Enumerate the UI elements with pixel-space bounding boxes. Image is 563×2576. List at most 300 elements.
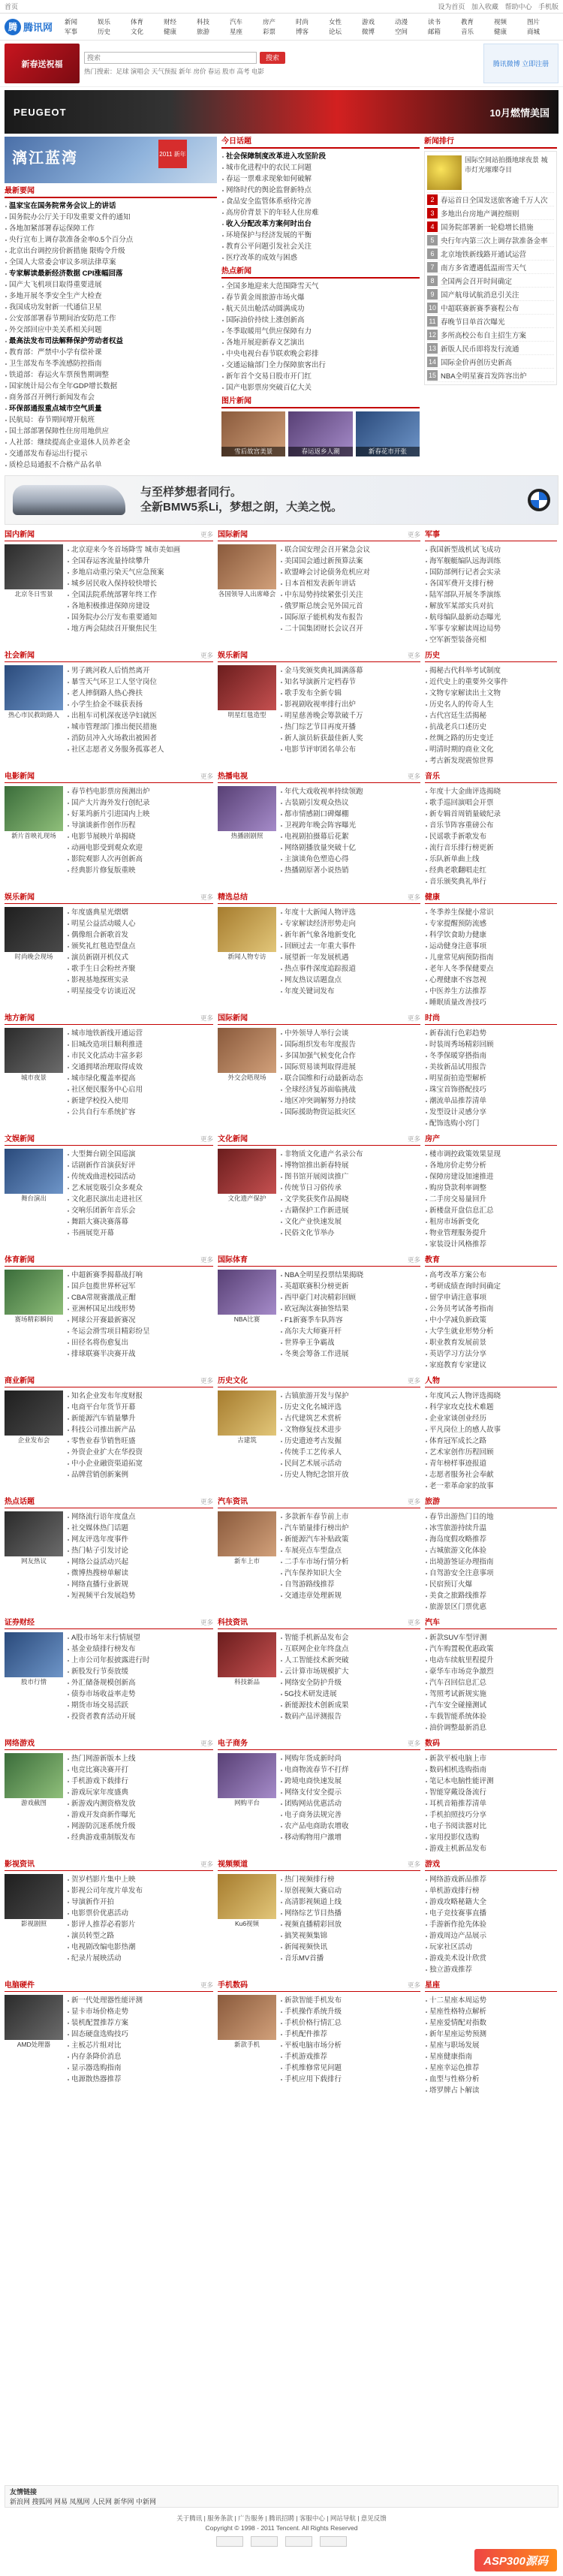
- news-link[interactable]: 卫生部发布冬季流感防控指南: [5, 358, 217, 369]
- news-link[interactable]: 文物修复技术进步: [280, 1424, 420, 1436]
- section-image[interactable]: [218, 1632, 276, 1686]
- news-link[interactable]: 国际油价持续上涨创新高: [221, 315, 420, 326]
- news-link[interactable]: 自驾游安全注意事项: [425, 1568, 557, 1579]
- news-link[interactable]: 装机配置推荐方案: [67, 2017, 213, 2029]
- news-link[interactable]: 留学申请注意事项: [425, 1292, 557, 1303]
- news-link[interactable]: 网友评选年度事件: [67, 1534, 213, 1545]
- news-link[interactable]: 职业教育发展前景: [425, 1337, 557, 1348]
- news-link[interactable]: 汽车安全碰撞测试: [425, 1700, 557, 1711]
- news-link[interactable]: 电竞比赛决赛开打: [67, 1764, 213, 1776]
- section-image[interactable]: [5, 1390, 63, 1444]
- section-title[interactable]: 电脑硬件: [5, 1981, 35, 1990]
- news-link[interactable]: 旅游景区门票优惠: [425, 1601, 557, 1613]
- news-link[interactable]: 年度风云人物评选揭晓: [425, 1390, 557, 1402]
- news-link[interactable]: 演员转型之路: [67, 1930, 213, 1942]
- news-link[interactable]: 古籍保护工作新进展: [280, 1205, 420, 1216]
- news-link[interactable]: 外资企业扩大在华投资: [67, 1447, 213, 1458]
- news-link[interactable]: 北京迎来今冬首场降雪 城市美如画: [67, 544, 213, 556]
- section-title[interactable]: 时尚: [425, 1014, 440, 1023]
- news-link[interactable]: 汽车购置税优惠政策: [425, 1644, 557, 1655]
- news-link[interactable]: 动画电影受到观众欢迎: [67, 842, 213, 854]
- news-link[interactable]: 影视剧收视率排行出炉: [280, 699, 420, 710]
- section-image[interactable]: [218, 1270, 276, 1323]
- news-link[interactable]: 星座爱情配对指数: [425, 2017, 557, 2029]
- section-title[interactable]: 热播电视: [218, 773, 248, 781]
- news-link[interactable]: 排球联赛半决赛开战: [67, 1348, 213, 1360]
- news-link[interactable]: 中小学减负新政策: [425, 1315, 557, 1326]
- news-link[interactable]: 央行宣布上调存款准备金率0.5个百分点: [5, 234, 217, 246]
- news-link[interactable]: 明清时期的商业文化: [425, 744, 557, 755]
- news-link[interactable]: 热门综艺节目再度开播: [280, 722, 420, 733]
- news-link[interactable]: 近代史上的重要外交事件: [425, 676, 557, 688]
- news-link[interactable]: 国乒包揽世界杯冠军: [67, 1281, 213, 1292]
- news-link[interactable]: 公共自行车系统扩容: [67, 1107, 213, 1118]
- news-link[interactable]: 古城旅游文化体验: [425, 1545, 557, 1556]
- news-link[interactable]: 新年星座运势预测: [425, 2029, 557, 2040]
- news-link[interactable]: 多国加强气候变化合作: [280, 1050, 420, 1062]
- section-image[interactable]: [5, 1028, 63, 1081]
- news-link[interactable]: 经典游戏重制版发布: [67, 1832, 213, 1843]
- news-link[interactable]: 冬运会滑雪项目精彩纷呈: [67, 1326, 213, 1337]
- bmw-ad[interactable]: [5, 475, 558, 525]
- news-link[interactable]: 城市管理部门推出便民措施: [67, 722, 213, 733]
- news-link[interactable]: 陆军部队开展冬季演练: [425, 589, 557, 601]
- hero-banner[interactable]: [5, 137, 217, 183]
- more-link[interactable]: 更多: [200, 1498, 213, 1505]
- news-link[interactable]: 流行音乐排行榜更新: [425, 842, 557, 854]
- news-link[interactable]: 车展亮点车型盘点: [280, 1545, 420, 1556]
- news-link[interactable]: 主演谈角色塑造心得: [280, 854, 420, 865]
- nav-link[interactable]: 邮箱: [428, 28, 441, 35]
- news-link[interactable]: 考研成绩查询时间确定: [425, 1281, 557, 1292]
- section-image[interactable]: [5, 1511, 63, 1565]
- news-link[interactable]: 欧冠淘汰赛抽签结果: [280, 1303, 420, 1315]
- news-link[interactable]: 跨境电商快速发展: [280, 1776, 420, 1787]
- section-image[interactable]: [5, 1874, 63, 1927]
- news-link[interactable]: 影视基地探班实录: [67, 975, 213, 986]
- news-link[interactable]: 各地开展迎新春文艺演出: [221, 337, 420, 348]
- news-link[interactable]: 导演新作开拍: [67, 1897, 213, 1908]
- news-link[interactable]: 国土部部署保障性住房用地供应: [5, 426, 217, 437]
- news-photo[interactable]: 新春花市开张: [356, 411, 420, 456]
- section-title[interactable]: 商业新闻: [5, 1377, 35, 1385]
- news-link[interactable]: 海军舰艇编队远海训练: [425, 556, 557, 567]
- news-link[interactable]: 团购网站优惠活动: [280, 1798, 420, 1809]
- more-link[interactable]: 更多: [407, 1981, 420, 1989]
- section-image[interactable]: [5, 1149, 63, 1202]
- news-link[interactable]: 交响乐团新年音乐会: [67, 1205, 213, 1216]
- news-link[interactable]: 网络时代的舆论监督新特点: [221, 185, 420, 196]
- news-link[interactable]: 心理健康不容忽视: [425, 975, 557, 986]
- news-link[interactable]: 社区志愿者义务服务孤寡老人: [67, 744, 213, 755]
- news-link[interactable]: 企业家谈创业经历: [425, 1413, 557, 1424]
- news-link[interactable]: 国防部例行记者会实录: [425, 567, 557, 578]
- news-link[interactable]: 网络流行语年度盘点: [67, 1511, 213, 1523]
- news-link[interactable]: 历史遗迹考古发掘: [280, 1436, 420, 1447]
- more-link[interactable]: 更多: [200, 1377, 213, 1384]
- news-link[interactable]: 男子跳河救人后悄然离开: [67, 665, 213, 676]
- site-logo[interactable]: [5, 17, 57, 37]
- news-link[interactable]: 国际组织发布年度报告: [280, 1039, 420, 1050]
- news-link[interactable]: 军事专家解读周边局势: [425, 623, 557, 634]
- news-link[interactable]: 手机应用下载排行: [280, 2074, 420, 2085]
- news-link[interactable]: 二手房交易量回升: [425, 1194, 557, 1205]
- more-link[interactable]: 更多: [200, 652, 213, 659]
- news-link[interactable]: 珠宝首饰搭配技巧: [425, 1084, 557, 1095]
- news-link[interactable]: 志愿者服务社会奉献: [425, 1469, 557, 1481]
- section-image[interactable]: [5, 665, 63, 719]
- news-link[interactable]: 网络直播行业新规: [67, 1579, 213, 1590]
- rank-item[interactable]: [427, 288, 554, 301]
- news-link[interactable]: 冬季养生保健小常识: [425, 907, 557, 918]
- section-title[interactable]: 影视资讯: [5, 1860, 35, 1869]
- news-link[interactable]: 游戏攻略秘籍大全: [425, 1897, 557, 1908]
- news-link[interactable]: 全国人大常委会审议多项法律草案: [5, 257, 217, 268]
- news-link[interactable]: 科学家攻克技术难题: [425, 1402, 557, 1413]
- news-link[interactable]: 颁奖礼红毯造型盘点: [67, 941, 213, 952]
- news-link[interactable]: 我国成功发射新一代通信卫星: [5, 302, 217, 313]
- ad-banner[interactable]: [5, 90, 558, 134]
- news-link[interactable]: 新股发行节奏放缓: [67, 1666, 213, 1677]
- news-link[interactable]: 中小企业融资渠道拓宽: [67, 1458, 213, 1469]
- section-image[interactable]: [218, 1028, 276, 1081]
- news-link[interactable]: 网购年货成新时尚: [280, 1753, 420, 1764]
- section-image[interactable]: [218, 1390, 276, 1444]
- news-link[interactable]: 民航局：春节期间增开航班: [5, 414, 217, 426]
- section-title[interactable]: 娱乐新闻: [5, 893, 35, 902]
- news-link[interactable]: 豪华车市场竞争激烈: [425, 1666, 557, 1677]
- news-link[interactable]: 原创视频大赛启动: [280, 1885, 420, 1897]
- news-link[interactable]: 贺岁档影片集中上映: [67, 1874, 213, 1885]
- nav-link[interactable]: 博客: [296, 28, 309, 35]
- news-link[interactable]: 玩家社区活动: [425, 1942, 557, 1953]
- news-link[interactable]: 历史人物纪念馆开放: [280, 1469, 420, 1481]
- news-link[interactable]: 演员新剧开机仪式: [67, 952, 213, 963]
- news-link[interactable]: 新游戏内测资格发放: [67, 1798, 213, 1809]
- news-link[interactable]: 网游防沉迷系统升级: [67, 1821, 213, 1832]
- news-link[interactable]: 各国军费开支排行榜: [425, 578, 557, 589]
- news-link[interactable]: 租房市场新变化: [425, 1216, 557, 1228]
- news-link[interactable]: 亚洲杯国足出线形势: [67, 1303, 213, 1315]
- news-link[interactable]: 手机拍照技巧分享: [425, 1809, 557, 1821]
- news-link[interactable]: 电动车续航里程提升: [425, 1655, 557, 1666]
- news-link[interactable]: 游戏主机新品发布: [425, 1843, 557, 1854]
- news-link[interactable]: 环保部通报重点城市空气质量: [5, 403, 217, 414]
- news-link[interactable]: 内存条降价消息: [67, 2051, 213, 2062]
- top-link[interactable]: 设为首页: [438, 3, 465, 11]
- rank-item[interactable]: [427, 261, 554, 274]
- news-link[interactable]: 手机游戏推荐: [280, 2051, 420, 2062]
- news-link[interactable]: 影视公司年度片单发布: [67, 1885, 213, 1897]
- news-link[interactable]: 年度十大金曲评选揭晓: [425, 786, 557, 797]
- news-link[interactable]: 国产大飞机项目取得重要进展: [5, 279, 217, 291]
- news-link[interactable]: 公务员考试备考指南: [425, 1303, 557, 1315]
- news-link[interactable]: 城乡居民收入保持较快增长: [67, 578, 213, 589]
- news-link[interactable]: 美国国会通过新预算法案: [280, 556, 420, 567]
- news-link[interactable]: 中医养生方法推荐: [425, 986, 557, 997]
- nav-link[interactable]: 健康: [494, 28, 507, 35]
- news-link[interactable]: 新春流行色彩趋势: [425, 1028, 557, 1039]
- section-title[interactable]: 网络游戏: [5, 1740, 35, 1748]
- section-title[interactable]: 手机数码: [218, 1981, 248, 1990]
- news-link[interactable]: 家庭教育专家建议: [425, 1360, 557, 1371]
- news-link[interactable]: 经典影片修复版重映: [67, 865, 213, 876]
- news-link[interactable]: 历史名人的传奇人生: [425, 699, 557, 710]
- news-link[interactable]: 音乐节阵容重磅公布: [425, 820, 557, 831]
- news-link[interactable]: 展望新一年发展机遇: [280, 952, 420, 963]
- news-link[interactable]: 音乐颁奖典礼举行: [425, 876, 557, 887]
- news-link[interactable]: 基金业绩排行榜发布: [67, 1644, 213, 1655]
- news-link[interactable]: 智能手机新品发布会: [280, 1632, 420, 1644]
- news-link[interactable]: 家装设计风格推荐: [425, 1239, 557, 1250]
- top-link[interactable]: 手机版: [537, 3, 558, 11]
- news-link[interactable]: 西甲豪门对决精彩回顾: [280, 1292, 420, 1303]
- nav-link[interactable]: 游戏: [362, 18, 375, 26]
- news-link[interactable]: 债券市场收益率走势: [67, 1689, 213, 1700]
- news-link[interactable]: 汽车保养知识大全: [280, 1568, 420, 1579]
- news-link[interactable]: 云计算市场规模扩大: [280, 1666, 420, 1677]
- news-link[interactable]: 国际援助物资运抵灾区: [280, 1107, 420, 1118]
- rank-item[interactable]: [427, 369, 554, 382]
- nav-link[interactable]: 女性: [329, 18, 342, 26]
- news-link[interactable]: 歌手巡回演唱会开票: [425, 797, 557, 809]
- news-link[interactable]: 舞蹈大赛决赛落幕: [67, 1216, 213, 1228]
- news-link[interactable]: 独立游戏推荐: [425, 1964, 557, 1975]
- nav-link[interactable]: 旅游: [197, 28, 210, 35]
- search-input[interactable]: [84, 52, 257, 64]
- news-link[interactable]: 互联网企业年终盘点: [280, 1644, 420, 1655]
- news-link[interactable]: 新人演员斩获最佳新人奖: [280, 733, 420, 744]
- news-link[interactable]: 春运一票难求现象如何破解: [221, 173, 420, 185]
- nav-link[interactable]: 视频: [494, 18, 507, 26]
- news-link[interactable]: 大学生就业形势分析: [425, 1326, 557, 1337]
- news-link[interactable]: 社区便民服务中心启用: [67, 1084, 213, 1095]
- news-link[interactable]: 体育冠军成长之路: [425, 1436, 557, 1447]
- news-link[interactable]: 耳机音箱推荐清单: [425, 1798, 557, 1809]
- section-title[interactable]: 体育新闻: [5, 1256, 35, 1264]
- more-link[interactable]: 更多: [407, 652, 420, 659]
- more-link[interactable]: 更多: [407, 1256, 420, 1264]
- news-link[interactable]: 电影票价优惠活动: [67, 1908, 213, 1919]
- news-link[interactable]: 国际贸易谈判取得进展: [280, 1062, 420, 1073]
- news-link[interactable]: 短视频平台发展趋势: [67, 1590, 213, 1601]
- news-link[interactable]: 青年榜样事迹报道: [425, 1458, 557, 1469]
- section-title[interactable]: 国际新闻: [218, 531, 248, 539]
- news-link[interactable]: 多地启动重污染天气应急预案: [67, 567, 213, 578]
- news-link[interactable]: 教育公平问题引发社会关注: [221, 241, 420, 252]
- news-link[interactable]: 艺术家创作历程回顾: [425, 1447, 557, 1458]
- news-link[interactable]: 民间艺术展示活动: [280, 1458, 420, 1469]
- nav-link[interactable]: 空间: [395, 28, 408, 35]
- rank-item[interactable]: [427, 220, 554, 233]
- news-link[interactable]: 偶像组合新歌首发: [67, 929, 213, 941]
- news-link[interactable]: 书画展览开幕: [67, 1228, 213, 1239]
- top-link[interactable]: 帮助中心: [504, 3, 532, 11]
- news-link[interactable]: 联合国安理会召开紧急会议: [280, 544, 420, 556]
- news-link[interactable]: 春节出游热门目的地: [425, 1511, 557, 1523]
- news-link[interactable]: 消防员冲入火场救出被困者: [67, 733, 213, 744]
- news-link[interactable]: 出租车司机深夜送孕妇就医: [67, 710, 213, 722]
- rank-item[interactable]: [427, 274, 554, 288]
- news-link[interactable]: 移动购物用户激增: [280, 1832, 420, 1843]
- news-link[interactable]: 年度关键词发布: [280, 986, 420, 997]
- news-link[interactable]: 传统手工艺传承人: [280, 1447, 420, 1458]
- news-link[interactable]: 食品安全监管体系亟待完善: [221, 196, 420, 207]
- nav-link[interactable]: 科技: [197, 18, 210, 26]
- news-link[interactable]: 血型与性格分析: [425, 2074, 557, 2085]
- news-link[interactable]: 国务院办公厅发布重要通知: [67, 612, 213, 623]
- news-link[interactable]: 交通运输部门全力保障旅客出行: [221, 360, 420, 371]
- news-link[interactable]: 中外领导人举行会谈: [280, 1028, 420, 1039]
- nav-link[interactable]: 星座: [230, 28, 243, 35]
- news-link[interactable]: 考古新发现震惊世界: [425, 755, 557, 767]
- news-link[interactable]: 老年人冬季保健要点: [425, 963, 557, 975]
- news-link[interactable]: 搞笑视频集锦: [280, 1930, 420, 1942]
- news-link[interactable]: 春节档电影票房预测出炉: [67, 786, 213, 797]
- section-image[interactable]: [5, 1270, 63, 1323]
- news-link[interactable]: NBA全明星投票结果揭晓: [280, 1270, 420, 1281]
- news-link[interactable]: 睡眠质量改善技巧: [425, 997, 557, 1008]
- news-link[interactable]: 智能穿戴设备流行: [425, 1787, 557, 1798]
- news-link[interactable]: 电商平台年货节开幕: [67, 1402, 213, 1413]
- news-link[interactable]: 家用投影仪选购: [425, 1832, 557, 1843]
- section-title[interactable]: 星座: [425, 1981, 440, 1990]
- news-link[interactable]: 揭秘古代科举考试制度: [425, 665, 557, 676]
- news-link[interactable]: 配饰选购小窍门: [425, 1118, 557, 1129]
- news-link[interactable]: 网络综艺节目热播: [280, 1908, 420, 1919]
- more-link[interactable]: 更多: [407, 1860, 420, 1868]
- news-link[interactable]: 北京出台调控房价新措施 限购令升级: [5, 246, 217, 257]
- news-link[interactable]: 手机配件推荐: [280, 2029, 420, 2040]
- news-link[interactable]: 热门网游新版本上线: [67, 1753, 213, 1764]
- news-link[interactable]: 显示器选购指南: [67, 2062, 213, 2074]
- news-link[interactable]: 我国新型战机试飞成功: [425, 544, 557, 556]
- news-link[interactable]: 国际原子能机构发布报告: [280, 612, 420, 623]
- news-link[interactable]: 热播剧原著小说热销: [280, 865, 420, 876]
- section-image[interactable]: [218, 1995, 276, 2048]
- news-link[interactable]: 年度十大新闻人物评选: [280, 907, 420, 918]
- news-link[interactable]: F1新赛季车队阵容: [280, 1315, 420, 1326]
- news-link[interactable]: 国产大片海外发行创纪录: [67, 797, 213, 809]
- news-link[interactable]: 外汇储备规模创新高: [67, 1677, 213, 1689]
- news-link[interactable]: 网络支付安全提示: [280, 1787, 420, 1798]
- news-link[interactable]: 二十国集团财长会议召开: [280, 623, 420, 634]
- news-link[interactable]: 新专辑首周销量破纪录: [425, 809, 557, 820]
- section-title[interactable]: 旅游: [425, 1498, 440, 1506]
- news-link[interactable]: 联合国维和行动最新动态: [280, 1073, 420, 1084]
- news-link[interactable]: 视频直播精彩回放: [280, 1919, 420, 1930]
- section-title[interactable]: 音乐: [425, 773, 440, 781]
- nav-link[interactable]: 体育: [131, 18, 144, 26]
- news-link[interactable]: 市民文化活动丰富多彩: [67, 1050, 213, 1062]
- search-button[interactable]: 搜索: [260, 52, 285, 64]
- news-link[interactable]: 高房价背景下的年轻人住房难: [221, 207, 420, 218]
- news-link[interactable]: 古代建筑艺术赏析: [280, 1413, 420, 1424]
- top-home-link[interactable]: 首页: [5, 3, 19, 11]
- news-link[interactable]: 古代宫廷生活揭秘: [425, 710, 557, 722]
- news-link[interactable]: 古装剧引发观众热议: [280, 797, 420, 809]
- news-link[interactable]: 年度盛典星光熠熠: [67, 907, 213, 918]
- news-link[interactable]: 国产电影票房突破百亿大关: [221, 382, 420, 393]
- news-link[interactable]: 新年新气象各地新变化: [280, 929, 420, 941]
- rank-item[interactable]: [427, 315, 554, 328]
- more-link[interactable]: 更多: [407, 1740, 420, 1747]
- news-link[interactable]: 温家宝在国务院常务会议上的讲话: [5, 200, 217, 212]
- news-link[interactable]: 保障房建设加速推进: [425, 1171, 557, 1183]
- section-title[interactable]: 国内新闻: [5, 531, 35, 539]
- news-link[interactable]: 春节黄金周旅游市场火爆: [221, 292, 420, 303]
- news-link[interactable]: 交通部发布春运出行提示: [5, 448, 217, 459]
- news-link[interactable]: 电子书阅读器对比: [425, 1821, 557, 1832]
- news-link[interactable]: 新能源汽车销量攀升: [67, 1413, 213, 1424]
- nav-link[interactable]: 新闻: [65, 18, 78, 26]
- section-title[interactable]: 军事: [425, 531, 440, 539]
- section-title[interactable]: 游戏: [425, 1860, 440, 1869]
- nav-link[interactable]: 房产: [263, 18, 276, 26]
- news-link[interactable]: 多款新车春节前上市: [280, 1511, 420, 1523]
- nav-link[interactable]: 商城: [527, 28, 540, 35]
- section-image[interactable]: [218, 786, 276, 839]
- news-link[interactable]: 全国春运客流量持续攀升: [67, 556, 213, 567]
- news-link[interactable]: 油价调整最新消息: [425, 1722, 557, 1734]
- news-link[interactable]: 冰雪旅游持续升温: [425, 1523, 557, 1534]
- section-title[interactable]: 社会新闻: [5, 652, 35, 660]
- nav-link[interactable]: 军事: [65, 28, 78, 35]
- news-link[interactable]: 明星公益活动暖人心: [67, 918, 213, 929]
- news-link[interactable]: 新年首个交易日股市开门红: [221, 371, 420, 382]
- more-link[interactable]: 更多: [200, 1740, 213, 1747]
- news-link[interactable]: 都市情感剧口碑爆棚: [280, 809, 420, 820]
- news-link[interactable]: 二手车市场行情分析: [280, 1556, 420, 1568]
- news-link[interactable]: 世界拳王争霸战: [280, 1337, 420, 1348]
- section-title[interactable]: 证券财经: [5, 1619, 35, 1627]
- section-title[interactable]: 地方新闻: [5, 1014, 35, 1023]
- news-link[interactable]: 网络剧播放量突破十亿: [280, 842, 420, 854]
- news-link[interactable]: 网球公开赛最新赛况: [67, 1315, 213, 1326]
- news-link[interactable]: 游戏美术设计欣赏: [425, 1953, 557, 1964]
- news-link[interactable]: 话剧新作首演获好评: [67, 1160, 213, 1171]
- news-link[interactable]: 显卡市场价格走势: [67, 2006, 213, 2017]
- nav-link[interactable]: 动漫: [395, 18, 408, 26]
- news-link[interactable]: 网络安全防护升级: [280, 1677, 420, 1689]
- nav-link[interactable]: 娱乐: [98, 18, 111, 26]
- news-link[interactable]: 专家解读最新经济数据 CPI涨幅回落: [5, 268, 217, 279]
- more-link[interactable]: 更多: [200, 1135, 213, 1143]
- news-link[interactable]: 海岛度假攻略推荐: [425, 1534, 557, 1545]
- news-link[interactable]: 单机游戏排行榜: [425, 1885, 557, 1897]
- news-link[interactable]: 明星慈善晚会筹款破千万: [280, 710, 420, 722]
- news-link[interactable]: 电子商务法规完善: [280, 1809, 420, 1821]
- news-link[interactable]: 手机操作系统升级: [280, 2006, 420, 2017]
- news-link[interactable]: 全国多地迎来大范围降雪天气: [221, 281, 420, 292]
- news-link[interactable]: 汽车召回信息汇总: [425, 1677, 557, 1689]
- rank-item[interactable]: [427, 233, 554, 247]
- promo-banner-left[interactable]: 新春送祝福: [5, 44, 80, 83]
- news-link[interactable]: 科学饮食助力健康: [425, 929, 557, 941]
- rank-item[interactable]: [427, 206, 554, 220]
- news-link[interactable]: 丝绸之路的历史变迁: [425, 733, 557, 744]
- section-title[interactable]: 人物: [425, 1377, 440, 1385]
- news-link[interactable]: 出境游签证办理指南: [425, 1556, 557, 1568]
- news-link[interactable]: 全国法院系统部署年终工作: [67, 589, 213, 601]
- section-title[interactable]: 电子商务: [218, 1740, 248, 1748]
- news-link[interactable]: 新建学校投入使用: [67, 1095, 213, 1107]
- section-title[interactable]: 国际新闻: [218, 1014, 248, 1023]
- more-link[interactable]: 更多: [200, 531, 213, 538]
- section-image[interactable]: [5, 544, 63, 598]
- news-link[interactable]: 收入分配改革方案何时出台: [221, 218, 420, 230]
- section-title[interactable]: 精选总结: [218, 893, 248, 902]
